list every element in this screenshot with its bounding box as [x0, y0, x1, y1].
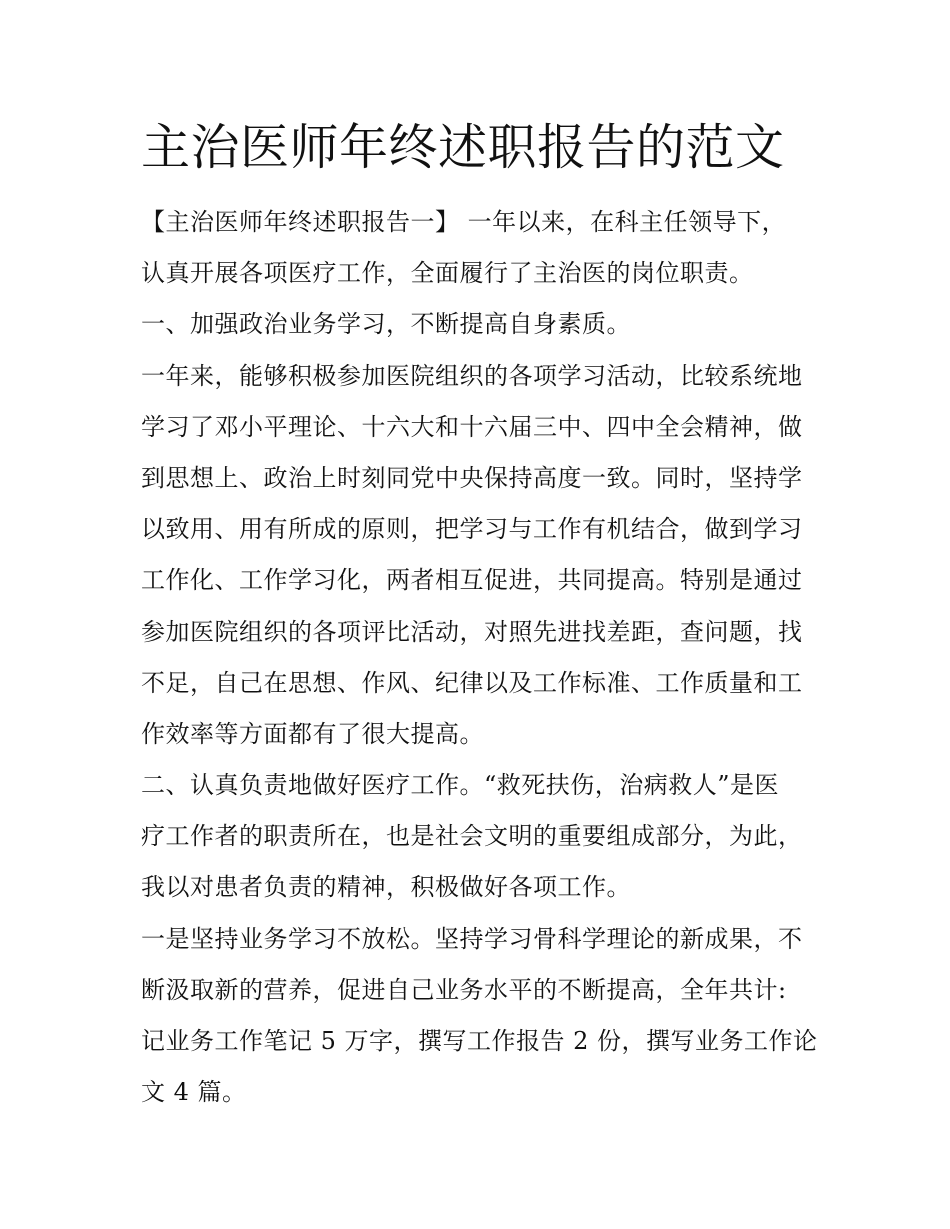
body-line: 一是坚持业务学习不放松。坚持学习骨科学理论的新成果，不: [141, 924, 803, 953]
body-line: 参加医院组织的各项评比活动，对照先进找差距，查问题，找: [141, 617, 803, 646]
body-line: 疗工作者的职责所在，也是社会文明的重要组成部分，为此，: [141, 822, 803, 851]
body-line: 认真开展各项医疗工作，全面履行了主治医的岗位职责。: [141, 259, 754, 288]
body-line: 以致用、用有所成的原则，把学习与工作有机结合，做到学习: [141, 515, 803, 544]
body-line: 我以对患者负责的精神，积极做好各项工作。: [141, 873, 631, 902]
body-line: 不足，自己在思想、作风、纪律以及工作标准、工作质量和工: [141, 668, 803, 697]
document-body: [141, 201, 819, 1122]
body-line: 作效率等方面都有了很大提高。: [141, 719, 484, 748]
body-line: 一、加强政治业务学习，不断提高自身素质。: [141, 310, 631, 339]
body-line: 【主治医师年终述职报告一】 一年以来，在科主任领导下，: [141, 208, 787, 236]
body-line: 到思想上、政治上时刻同党中央保持高度一致。同时，坚持学: [141, 463, 803, 492]
body-line: 断汲取新的营养，促进自己业务水平的不断提高，全年共计:: [141, 975, 787, 1004]
body-line: 二、认真负责地做好医疗工作。“救死扶伤，治病救人”是医: [141, 771, 780, 800]
body-line: 学习了邓小平理论、十六大和十六届三中、四中全会精神，做: [141, 412, 803, 441]
body-line: 工作化、工作学习化，两者相互促进，共同提高。特别是通过: [141, 566, 803, 595]
body-line: 一年来，能够积极参加医院组织的各项学习活动，比较系统地: [141, 361, 803, 390]
document-title: 主治医师年终述职报告的范文: [141, 119, 785, 176]
body-line: 记业务工作笔记 5 万字，撰写工作报告 2 份，撰写业务工作论: [141, 1027, 818, 1055]
body-line: 文 4 篇。: [141, 1078, 247, 1107]
